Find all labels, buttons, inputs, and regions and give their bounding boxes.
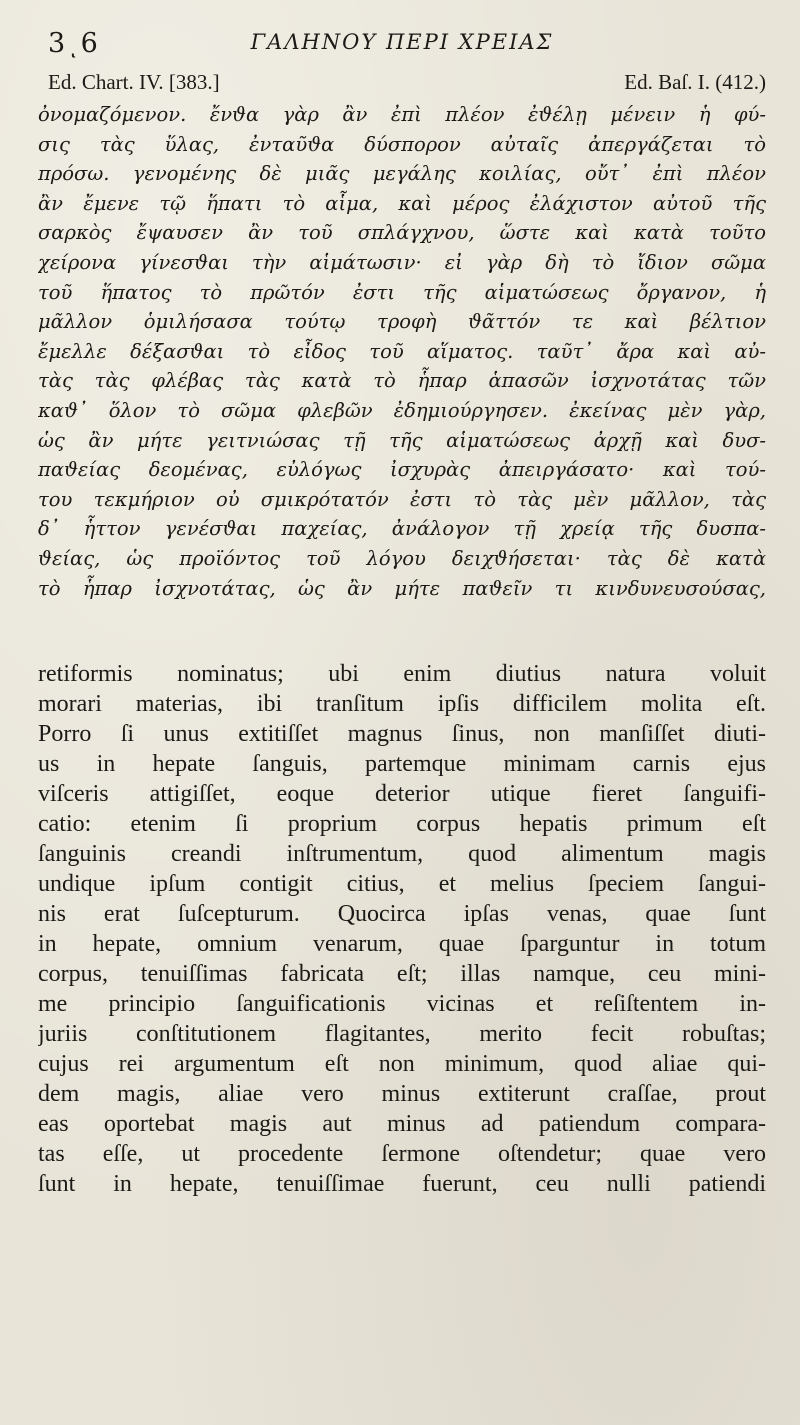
greek-text-block	[38, 100, 766, 603]
greek-text-line: σαρκὸς ἔψαυσεν ἂν τοῦ σπλάγχνου, ὥστε καὶ κατὰ τοῦτο	[38, 221, 766, 245]
latin-text-line: me principio ſanguificationis vicinas et reſiſtentem in-	[38, 991, 766, 1018]
latin-text-line: us in hepate ſanguis, partemque minimam carnis ejus	[38, 751, 766, 778]
greek-text-line: πρόσω. γενομένης δὲ μιᾶς μεγάλης κοιλίας, οὔτ᾽ ἐπὶ πλέον	[38, 162, 766, 186]
latin-text-line: eas oportebat magis aut minus ad patiendum compara-	[38, 1111, 766, 1138]
greek-text-line: ἔμελλε δέξασϑαι τὸ εἶδος τοῦ αἵματος. ταῦτ᾽ ἄρα καὶ αὐ-	[38, 339, 766, 363]
latin-text-line: nis erat ſuſcepturum. Quocirca ipſas venas, quae ſunt	[38, 901, 766, 928]
greek-text-line: ἂν ἔμενε τῷ ἥπατι τὸ αἷμα, καὶ μέρος ἐλάχιστον αὐτοῦ τῆς	[38, 191, 766, 215]
latin-text-line: tas eſſe, ut procedente ſermone oſtendetur; quae vero	[38, 1141, 766, 1168]
greek-text-line: μᾶλλον ὁμιλήσασα τούτῳ τροφὴ ϑᾶττόν τε καὶ βέλτιον	[38, 310, 766, 334]
greek-text-line: τὸ ἧπαρ ἰσχνοτάτας, ὡς ἂν μήτε παϑεῖν τι κινδυνευσούσας,	[38, 576, 766, 600]
greek-text-line: σις τὰς ὕλας, ἐνταῦϑα δύσπορον αὐταῖς ἀπεργάζεται τὸ	[38, 132, 766, 156]
greek-text-line: τὰς τὰς φλέβας τὰς κατὰ τὸ ἧπαρ ἁπασῶν ἰσχνοτάτας τῶν	[38, 369, 766, 393]
page-number: 3ͺ6	[48, 28, 99, 59]
latin-text-line: undique ipſum contigit citius, et melius ſpeciem ſangui-	[38, 871, 766, 898]
latin-text-line: juriis conſtitutionem flagitantes, merito fecit robuſtas;	[38, 1021, 766, 1048]
greek-text-line: ὡς ἂν μήτε γειτνιώσας τῇ τῆς αἱματώσεως ἀρχῇ καὶ δυσ-	[38, 428, 766, 452]
latin-text-line: viſceris attigiſſet, eoque deterior utique fieret ſanguifi-	[38, 781, 766, 808]
greek-text-line: χείρονα γίνεσϑαι τὴν αἱμάτωσιν· εἰ γὰρ δὴ τὸ ἴδιον σῶμα	[38, 250, 766, 274]
latin-text-line: ſunt in hepate, tenuiſſimae fuerunt, ceu nulli patiendi	[38, 1171, 766, 1198]
latin-text-line: Porro ſi unus extitiſſet magnus ſinus, non manſiſſet diuti-	[38, 721, 766, 748]
latin-text-line: ſanguinis creandi inſtrumentum, quod alimentum magis	[38, 841, 766, 868]
latin-text-line: cujus rei argumentum eſt non minimum, quod aliae qui-	[38, 1051, 766, 1078]
edition-reference-line	[38, 70, 766, 100]
edition-basel-ref: Ed. Baſ. I. (412.)	[624, 70, 766, 94]
latin-text-line: dem magis, aliae vero minus extiterunt craſſae, prout	[38, 1081, 766, 1108]
latin-text-block	[38, 659, 766, 1199]
greek-text-line: τοῦ ἥπατος τὸ πρῶτόν ἐστι τῆς αἱματώσεως ὄργανον, ἡ	[38, 280, 766, 304]
latin-text-line: retiformis nominatus; ubi enim diutius natura voluit	[38, 661, 766, 688]
edition-chartier-ref: Ed. Chart. IV. [383.]	[48, 70, 220, 94]
running-head	[38, 26, 766, 60]
latin-text-line: morari materias, ibi tranſitum ipſis difficilem molita eſt.	[38, 691, 766, 718]
greek-text-line: του τεκμήριον οὐ σμικρότατόν ἐστι τὸ τὰς μὲν μᾶλλον, τὰς	[38, 487, 766, 511]
greek-text-line: δ᾽ ἧττον γενέσϑαι παχείας, ἀνάλογον τῇ χρείᾳ τῆς δυσπα-	[38, 517, 766, 541]
latin-text-line: corpus, tenuiſſimas fabricata eſt; illas namque, ceu mini-	[38, 961, 766, 988]
greek-text-line: καϑ᾽ ὅλον τὸ σῶμα φλεβῶν ἐδημιούργησεν. ἐκείνας μὲν γὰρ,	[38, 398, 766, 422]
greek-text-line: ϑείας, ὡς προϊόντος τοῦ λόγου δειχϑήσεται· τὰς δὲ κατὰ	[38, 546, 766, 570]
greek-text-line: παϑείας δεομένας, εὐλόγως ἰσχυρὰς ἀπειργάσατο· καὶ τού-	[38, 458, 766, 482]
greek-text-line: ὀνομαζόμενον. ἔνϑα γὰρ ἂν ἐπὶ πλέον ἐϑέλῃ μένειν ἡ φύ-	[38, 103, 766, 126]
running-title: ΓΑΛΗΝΟΥ ΠΕΡΙ ΧΡΕΙΑΣ	[250, 30, 554, 54]
latin-text-line: catio: etenim ſi proprium corpus hepatis primum eſt	[38, 811, 766, 838]
latin-text-line: in hepate, omnium venarum, quae ſparguntur in totum	[38, 931, 766, 958]
